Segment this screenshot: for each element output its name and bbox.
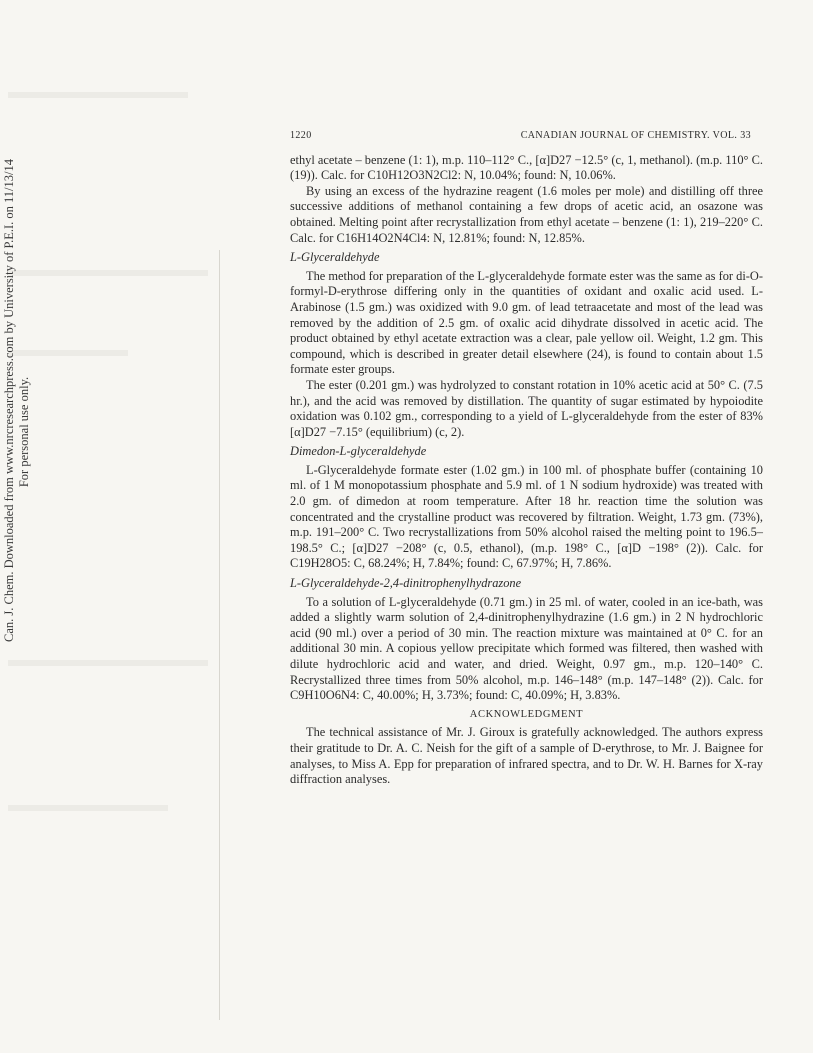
paragraph-continued: ethyl acetate – benzene (1: 1), m.p. 110–112° C., [α]D27 −12.5° (c, 1, methanol). (m.p. 110° C. (19)). Calc. for C10H12O3N2Cl2: N, 10.04%; found: N, 10.06%. <box>290 152 763 183</box>
paragraph-osazone: By using an excess of the hydrazine reagent (1.6 moles per mole) and distilling off three successive additions of methanol containing a few drops of acetic acid, an osazone was obtained. Melting point after recrystallization from ethyl acetate – benzene (1: 1), 219–220° C. Calc. for C16H14O2N4Cl4: N, 12.81%; found: N, 12.85%. <box>290 183 763 245</box>
running-header <box>290 128 763 144</box>
faint-scan-mark <box>8 660 208 666</box>
paragraph-dimedon: L-Glyceraldehyde formate ester (1.02 gm.) in 100 ml. of phosphate buffer (containing 10 ml. of 1 M monopotassium phosphate and 5.9 ml. of 1 N sodium hydroxide) was treated with 2.0 gm. of dimedon at room temperature. After 18 hr. reaction time the solution was concentrated and the crystalline product was recovered by filtration. Weight, 1.73 gm. (73%), m.p. 191–200° C. Two recrystallizations from 50% alcohol raised the melting point to 196.5–198.5° C.; [α]D27 −208° (c, 0.5, ethanol), (m.p. 198° C., [α]D −198° (2)). Calc. for C19H28O5: C, 68.24%; H, 7.84%; found: C, 67.97%; H, 7.86%. <box>290 462 763 571</box>
paper-page <box>290 128 763 788</box>
faint-scan-mark <box>8 270 208 276</box>
faint-scan-mark <box>8 92 188 98</box>
paragraph-hydrazone: To a solution of L-glyceraldehyde (0.71 gm.) in 25 ml. of water, cooled in an ice-bath, was added a slightly warm solution of 2,4-dinitrophenylhydrazine (1.6 gm.) in 2 N hydrochloric acid (90 ml.) over a period of 30 min. The reaction mixture was maintained at 0° C. for an additional 30 min. A copious yellow precipitate which formed was filtered, then washed with dilute hydrochloric acid and water, and dried. Weight, 0.97 gm., m.p. 120–140° C. Recrystallized three times from 50% alcohol, m.p. 146–148° (m.p. 147–148° (2)). Calc. for C9H10O6N4: C, 40.00%; H, 3.73%; found: C, 40.09%; H, 3.83%. <box>290 594 763 703</box>
paragraph-acknowledgment: The technical assistance of Mr. J. Giroux is gratefully acknowledged. The authors express their gratitude to Dr. A. C. Neish for the gift of a sample of D-erythrose, to Mr. J. Baignee for analyses, to Miss A. Epp for preparation of infrared spectra, and to Dr. W. H. Barnes for X-ray diffraction analyses. <box>290 725 763 787</box>
download-watermark <box>2 158 32 642</box>
paragraph-hydrolysis: The ester (0.201 gm.) was hydrolyzed to constant rotation in 10% acetic acid at 50° C. (7.5 hr.), and the acid was removed by distillation. The quantity of sugar estimated by hypoiodite oxidation was 0.102 gm., corresponding to a yield of L-glyceraldehyde from the ester of 83% [α]D27 −7.15° (equilibrium) (c, 2). <box>290 377 763 439</box>
faint-scan-mark <box>8 805 168 811</box>
paragraph-preparation: The method for preparation of the L-glyceraldehyde formate ester was the same as for di-O-formyl-D-erythrose differing only in the quantities of oxidant and oxalic acid used. L-Arabinose (1.5 gm.) was oxidized with 9.0 gm. of lead tetraacetate and most of the lead was removed by the addition of 2.5 gm. of oxalic acid dihydrate dissolved in acetic acid. The product obtained by ethyl acetate extraction was a clear, pale yellow oil. Weight, 1.2 gm. This compound, which is described in greater detail elsewhere (24), is found to contain about 1.5 formate ester groups. <box>290 268 763 377</box>
page-number: 1220 <box>290 130 312 141</box>
journal-title: CANADIAN JOURNAL OF CHEMISTRY. VOL. 33 <box>520 130 751 141</box>
watermark-line-source: Can. J. Chem. Downloaded from www.nrcresearchpress.com by University of P.E.I. on 11/13/14 <box>2 158 16 642</box>
section-heading-glyceraldehyde: L-Glyceraldehyde <box>290 250 380 265</box>
section-heading-dimedon: Dimedon-L-glyceraldehyde <box>290 444 427 459</box>
page-gutter-line <box>219 250 220 1020</box>
section-heading-hydrazone: L-Glyceraldehyde-2,4-dinitrophenylhydrazone <box>290 576 522 591</box>
acknowledgment-heading: ACKNOWLEDGMENT <box>469 708 584 720</box>
watermark-line-usage: For personal use only. <box>17 376 31 488</box>
